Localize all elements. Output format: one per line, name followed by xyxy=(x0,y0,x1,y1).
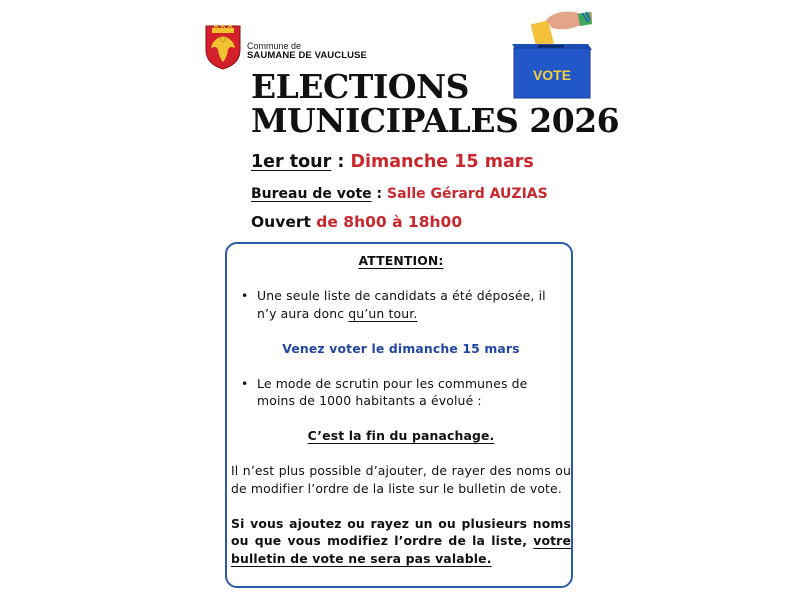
commune-prefix: Commune de xyxy=(247,41,302,51)
title-line-2: MUNICIPALES 2026 xyxy=(251,101,620,140)
polling-station-line xyxy=(251,186,548,202)
bullet-1-text: Une seule liste de candidats a été déposée, il n’y aura donc xyxy=(257,288,546,321)
page-title xyxy=(251,67,620,140)
notice-content xyxy=(231,252,571,567)
opening-hours-value: de 8h00 à 18h00 xyxy=(310,213,463,231)
ballot-box-label: VOTE xyxy=(532,67,572,83)
warning-text: Si vous ajoutez ou rayez un ou plusieurs noms ou que vous modifiez l’ordre de la liste, xyxy=(231,515,571,548)
rules-paragraph: Il n’est plus possible d’ajouter, de rayer des noms ou de modifier l’ordre de la liste sur le bulletin de vote. xyxy=(231,463,571,496)
first-round-separator: : xyxy=(331,152,351,172)
first-round-date: Dimanche 15 mars xyxy=(350,152,534,172)
notice-bullet-2 xyxy=(231,375,571,410)
panachage-notice: C’est la fin du panachage. xyxy=(307,428,495,443)
commune-title: SAUMANE DE VAUCLUSE xyxy=(247,50,367,62)
commune-name xyxy=(247,42,367,61)
notice-bullet-1 xyxy=(231,287,571,322)
opening-hours-line xyxy=(251,213,462,231)
title-line-1: ELECTIONS xyxy=(251,67,470,106)
bullet-icon: • xyxy=(241,375,249,391)
bullet-1-underline: qu’un tour. xyxy=(348,305,418,321)
polling-station-label: Bureau de vote xyxy=(251,186,372,202)
notice-heading: ATTENTION: xyxy=(358,253,444,268)
call-to-vote: Venez voter le dimanche 15 mars xyxy=(282,340,520,356)
polling-station-value: Salle Gérard AUZIAS xyxy=(387,186,548,202)
opening-hours-label: Ouvert xyxy=(251,213,311,231)
warning-underline: votre bulletin de vote ne sera pas valable. xyxy=(231,533,571,566)
coat-of-arms-icon xyxy=(204,24,242,70)
warning-paragraph xyxy=(231,515,571,568)
polling-station-separator: : xyxy=(371,186,388,202)
first-round-line xyxy=(251,152,534,172)
first-round-label: 1er tour xyxy=(251,152,332,172)
bullet-2-text: Le mode de scrutin pour les communes de moins de 1000 habitants a évolué : xyxy=(257,375,528,408)
bullet-icon: • xyxy=(241,288,249,303)
